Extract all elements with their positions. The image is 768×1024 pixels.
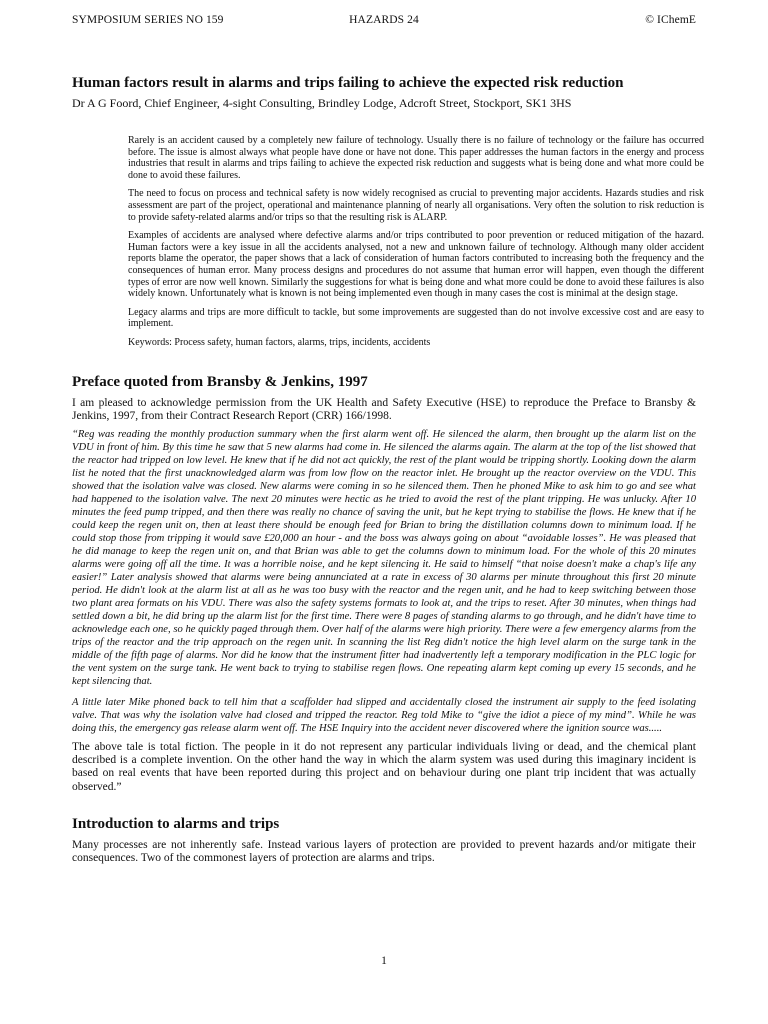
- author-line: Dr A G Foord, Chief Engineer, 4-sight Consulting, Brindley Lodge, Adcroft Street, Stockport, SK1 3HS: [72, 96, 572, 110]
- keywords: Keywords: Process safety, human factors, alarms, trips, incidents, accidents: [128, 336, 431, 348]
- preface-afterword: The above tale is total fiction. The people in it do not represent any particular individuals living or dead, and the chemical plant described is a complete invention. On the other hand the way in which the alarm system was used during this imaginary incident is based on real events that have been reported during this project and on behaviour during one plant trip incident that was actually observed.”: [72, 740, 696, 793]
- series-label: SYMPOSIUM SERIES NO 159: [72, 14, 224, 26]
- copyright-label: © IChemE: [645, 14, 696, 26]
- preface-quote: A little later Mike phoned back to tell him that a scaffolder had slipped and accidentally closed the instrument air supply to the feed isolating valve. That was why the isolation valve had closed and tripped the reactor. Reg told Mike to “give the idiot a piece of my mind”. While he was doing this, the emergency gas release alarm went off. The HSE Inquiry into the accident never discovered where the ignition source was.....: [72, 696, 696, 734]
- paper-title: Human factors result in alarms and trips failing to achieve the expected risk reduction: [72, 75, 624, 91]
- page-number: 1: [381, 955, 387, 967]
- preface-intro: I am pleased to acknowledge permission from the UK Health and Safety Executive (HSE) to reproduce the Preface to Bransby & Jenkins, 1997, from their Contract Research Report (CRR) 166/1998.: [72, 396, 696, 422]
- preface-heading: Preface quoted from Bransby & Jenkins, 1997: [72, 373, 368, 390]
- section-paragraph: Many processes are not inherently safe. Instead various layers of protection are provided to prevent hazards and/or mitigate their consequences. Two of the commonest layers of protection are alarms and trips.: [72, 838, 696, 864]
- section-heading: Introduction to alarms and trips: [72, 815, 280, 832]
- conference-label: HAZARDS 24: [349, 14, 419, 26]
- abstract-paragraph: Examples of accidents are analysed where defective alarms and/or trips contributed to poor prevention or reduced mitigation of the hazard. Human factors were a key issue in all the accidents analysed, not a new and unknown failure of technology. Although many older accident reports blame the operator, the paper shows that a lack of consideration of human factors contributed to increasing both the frequency and the consequences of human error. Many process designs and procedures do not assume that human error will happen, even though the different types of error are now well known. Similarly the suggestions for what is being done and what more could be done to avoid these failures is also widely known. Unfortunately what is known is not being implemented even though in many cases the cost is minimal at the design stage.: [128, 230, 704, 300]
- abstract-paragraph: Rarely is an accident caused by a completely new failure of technology. Usually there is no failure of technology or the failure has occurred before. The issue is almost always what people have done or have not done. This paper addresses the human factors in the energy and process industries that result in alarms and trips failing to achieve the expected risk reduction and suggests what is being done and what more could be done to avoid these failures.: [128, 135, 704, 181]
- abstract-paragraph: The need to focus on process and technical safety is now widely recognised as crucial to preventing major accidents. Hazards studies and risk assessment are part of the project, operational and maintenance planning of nearly all organisations. Very often the solution to risk reduction is to provide safety-related alarms and/or trips so that the resulting risk is ALARP.: [128, 188, 704, 223]
- paper-body: [72, 74, 704, 865]
- abstract-paragraph: Legacy alarms and trips are more difficult to tackle, but some improvements are suggested than do not involve excessive cost and are easy to implement.: [128, 306, 704, 330]
- abstract: [128, 135, 704, 349]
- preface-quote: “Reg was reading the monthly production summary when the first alarm went off. He silenced the alarm, then brought up the alarm list on the VDU in front of him. By this time he saw that 5 new alarms had come in. He silenced the alarms again. The alarm at the top of the list showed that the reactor had tripped on low level. He knew that if he did not act quickly, the rest of the plant would be tripping shortly. Looking down the alarm list he noted that the first unacknowledged alarm was from low flow on the reactor inlet. He brought up the reactor overview on the VDU. This showed that the isolation valve was closed. New alarms were coming in so he silenced them. Then he phoned Mike to ask him to go and see what had happened to the isolation valve. The next 20 minutes were hectic as he tried to avoid the rest of the plant tripping. He was unlucky. After 10 minutes the feed pump tripped, and then there was really no chance of saving the unit, but he kept trying to stabilise the flows. He knew that if he could keep the regen unit on, then at least there should be enough feed for Brian to bring the distillation columns down to minimum load. If he could stop those from tripping it would save £20,000 an hour - and the boss was always going on about “avoidable losses”. He was pleased that he did manage to keep the regen unit on, and that Brian was able to get the columns down to minimum load. For the whole of this 20 minutes alarms were going off all the time. It was a horrible noise, and he kept silencing it. He said to himself “that noise doesn't make a chap's life any easier!” Later analysis showed that alarms were being annunciated at a rate in excess of 30 alarms per minute throughout this first 20 minute period. He didn't look at the alarm list at all as he was too busy with the reactor and the regen unit, and he had to keep switching between those two plant area formats on his VDU. There was also the safety systems formats to look at, and the trips to reset. After 30 minutes, when things had settled down a bit, he did bring up the alarm list for the first time. There were 8 pages of standing alarms to go through, and he didn't have time to acknowledge each one, so he quickly paged through them. Over half of the alarms were high priority. There were a few emergency alarms from the trips of the reactor and the trip approach on the regen unit. In scanning the list Reg didn't notice the high level alarm on the surge tank in the middle of the fifth page of alarms. Nor did he know that the instrument fitter had inadvertently left a temporary modification in the PLC logic for the vent system on the surge tank. He went back to trying to stabilise regen flows. One repeating alarm kept coming up every 15 seconds, and he kept silencing that.: [72, 428, 696, 687]
